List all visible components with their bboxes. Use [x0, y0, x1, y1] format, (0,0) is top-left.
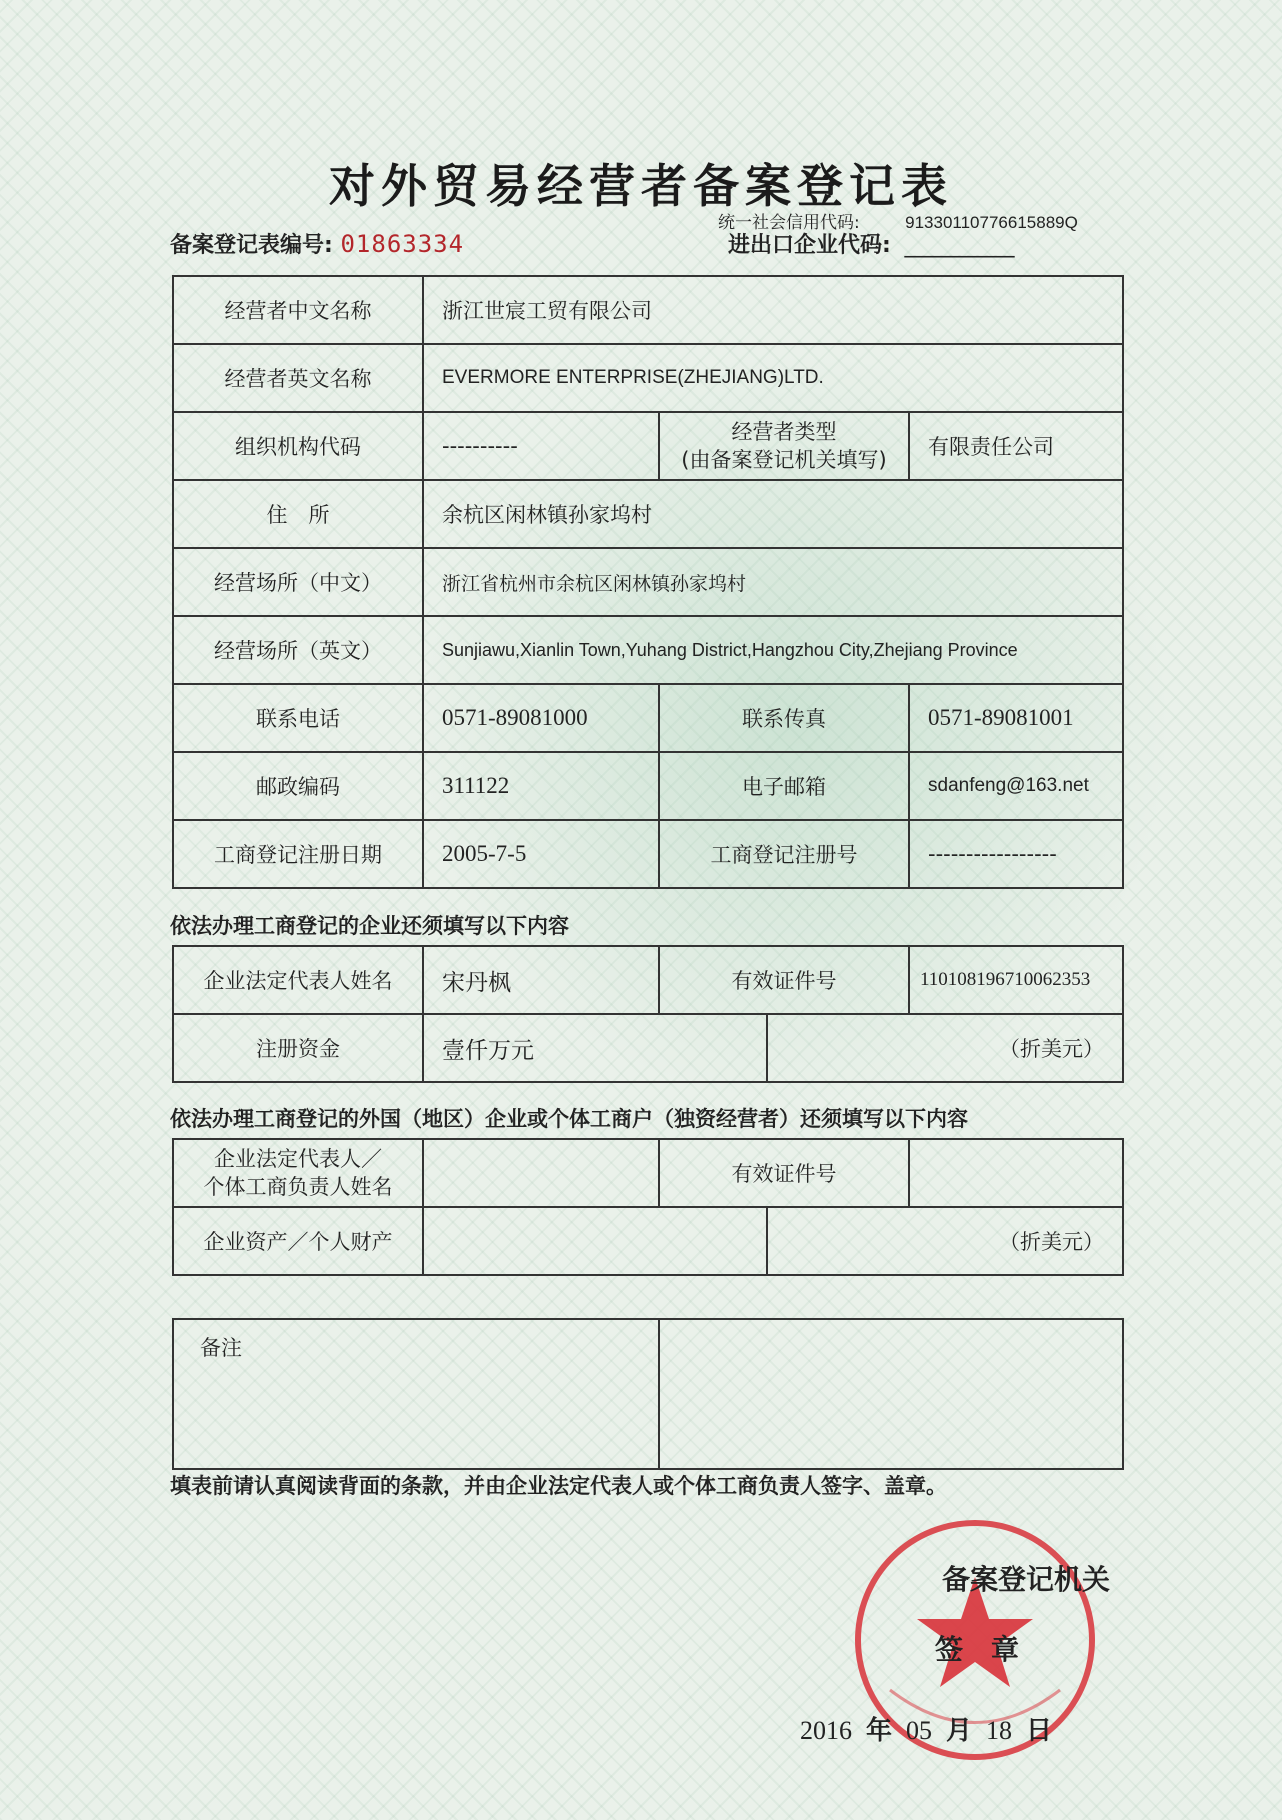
place-cn-label: 经营场所（中文） — [173, 548, 423, 616]
table-row — [173, 480, 1123, 548]
foreign-rep-label — [173, 1139, 423, 1207]
table-row — [173, 1014, 1123, 1082]
sign-label: 签 章 — [935, 1633, 1020, 1666]
date-year-unit: 年 — [866, 1716, 893, 1746]
email-value: sdanfeng@163.net — [909, 752, 1123, 820]
org-code-value: ---------- — [423, 412, 659, 480]
type-label — [659, 412, 909, 480]
table-row — [173, 820, 1123, 888]
ie-code-row — [728, 228, 1012, 259]
type-label-line1: 经营者类型 — [731, 420, 837, 444]
domicile-label: 住 所 — [173, 480, 423, 548]
foreign-rep-label-line2: 个体工商负责人姓名 — [203, 1175, 393, 1199]
reg-num-label: 工商登记注册号 — [659, 820, 909, 888]
date-year: 2016 — [800, 1716, 852, 1745]
table-row — [173, 752, 1123, 820]
capital-value: 壹仟万元 — [423, 1014, 767, 1082]
remarks-cell — [173, 1319, 659, 1469]
table-row — [173, 1319, 1123, 1469]
cn-name-label: 经营者中文名称 — [173, 276, 423, 344]
assets-usd-label: （折美元） — [999, 1230, 1104, 1254]
table-row — [173, 1207, 1123, 1275]
foreign-id-label: 有效证件号 — [659, 1139, 909, 1207]
reg-no-value: 01863334 — [340, 230, 465, 258]
section1-heading: 依法办理工商登记的企业还须填写以下内容 — [170, 914, 569, 938]
phone-value: 0571-89081000 — [423, 684, 659, 752]
table-row — [173, 946, 1123, 1014]
reg-date-label: 工商登记注册日期 — [173, 820, 423, 888]
ie-code-label: 进出口企业代码: — [728, 233, 891, 258]
en-name-value: EVERMORE ENTERPRISE(ZHEJIANG)LTD. — [423, 344, 1123, 412]
cn-name-value: 浙江世宸工贸有限公司 — [423, 276, 1123, 344]
section2-table — [172, 1138, 1124, 1276]
date-day-unit: 日 — [1026, 1716, 1053, 1746]
foreign-id-value — [909, 1139, 1123, 1207]
foreign-rep-value — [423, 1139, 659, 1207]
table-row — [173, 684, 1123, 752]
en-name-label: 经营者英文名称 — [173, 344, 423, 412]
authority-label: 备案登记机关 — [942, 1563, 1111, 1596]
postcode-label: 邮政编码 — [173, 752, 423, 820]
document-title: 对外贸易经营者备案登记表 — [329, 159, 953, 213]
table-row — [173, 616, 1123, 684]
date-month: 05 — [906, 1716, 933, 1745]
place-en-label: 经营场所（英文） — [173, 616, 423, 684]
credit-code-label: 统一社会信用代码: — [718, 213, 860, 233]
type-value: 有限责任公司 — [909, 412, 1123, 480]
email-label: 电子邮箱 — [659, 752, 909, 820]
section2-heading: 依法办理工商登记的外国（地区）企业或个体工商户（独资经营者）还须填写以下内容 — [170, 1107, 968, 1131]
id-number-value: 110108196710062353 — [909, 946, 1123, 1014]
place-cn-value: 浙江省杭州市余杭区闲林镇孙家坞村 — [423, 548, 1123, 616]
org-code-label: 组织机构代码 — [173, 412, 423, 480]
reg-num-value: ----------------- — [909, 820, 1123, 888]
date-row — [800, 1710, 1066, 1747]
date-month-unit: 月 — [946, 1716, 973, 1746]
type-label-line2: (由备案登记机关填写) — [681, 448, 887, 472]
capital-usd-label: （折美元） — [999, 1037, 1104, 1061]
remarks-table — [172, 1318, 1124, 1470]
rep-name-value: 宋丹枫 — [423, 946, 659, 1014]
assets-label: 企业资产／个人财产 — [173, 1207, 423, 1275]
reg-date-value: 2005-7-5 — [423, 820, 659, 888]
remarks-empty-cell — [659, 1319, 1123, 1469]
table-row — [173, 276, 1123, 344]
table-row — [173, 1139, 1123, 1207]
postcode-value: 311122 — [423, 752, 659, 820]
place-en-value: Sunjiawu,Xianlin Town,Yuhang District,Hangzhou City,Zhejiang Province — [423, 616, 1123, 684]
table-row — [173, 548, 1123, 616]
phone-label: 联系电话 — [173, 684, 423, 752]
remarks-label: 备注 — [200, 1336, 242, 1360]
reg-no-label: 备案登记表编号: — [170, 233, 333, 258]
assets-usd-cell — [767, 1207, 1123, 1275]
fax-label: 联系传真 — [659, 684, 909, 752]
fax-value: 0571-89081001 — [909, 684, 1123, 752]
capital-label: 注册资金 — [173, 1014, 423, 1082]
table-row — [173, 412, 1123, 480]
reg-no-row — [170, 228, 464, 259]
table-row — [173, 344, 1123, 412]
capital-usd-cell — [767, 1014, 1123, 1082]
assets-value — [423, 1207, 767, 1275]
id-label: 有效证件号 — [659, 946, 909, 1014]
section1-table — [172, 945, 1124, 1083]
foreign-rep-label-line1: 企业法定代表人／ — [214, 1147, 382, 1171]
date-day: 18 — [986, 1716, 1013, 1745]
rep-label: 企业法定代表人姓名 — [173, 946, 423, 1014]
footer-note: 填表前请认真阅读背面的条款，并由企业法定代表人或个体工商负责人签字、盖章。 — [170, 1474, 947, 1498]
main-table — [172, 275, 1124, 889]
domicile-value: 余杭区闲林镇孙家坞村 — [423, 480, 1123, 548]
credit-code-value: 91330110776615889Q — [905, 213, 1078, 232]
ie-code-value: ____________ — [904, 233, 1013, 258]
